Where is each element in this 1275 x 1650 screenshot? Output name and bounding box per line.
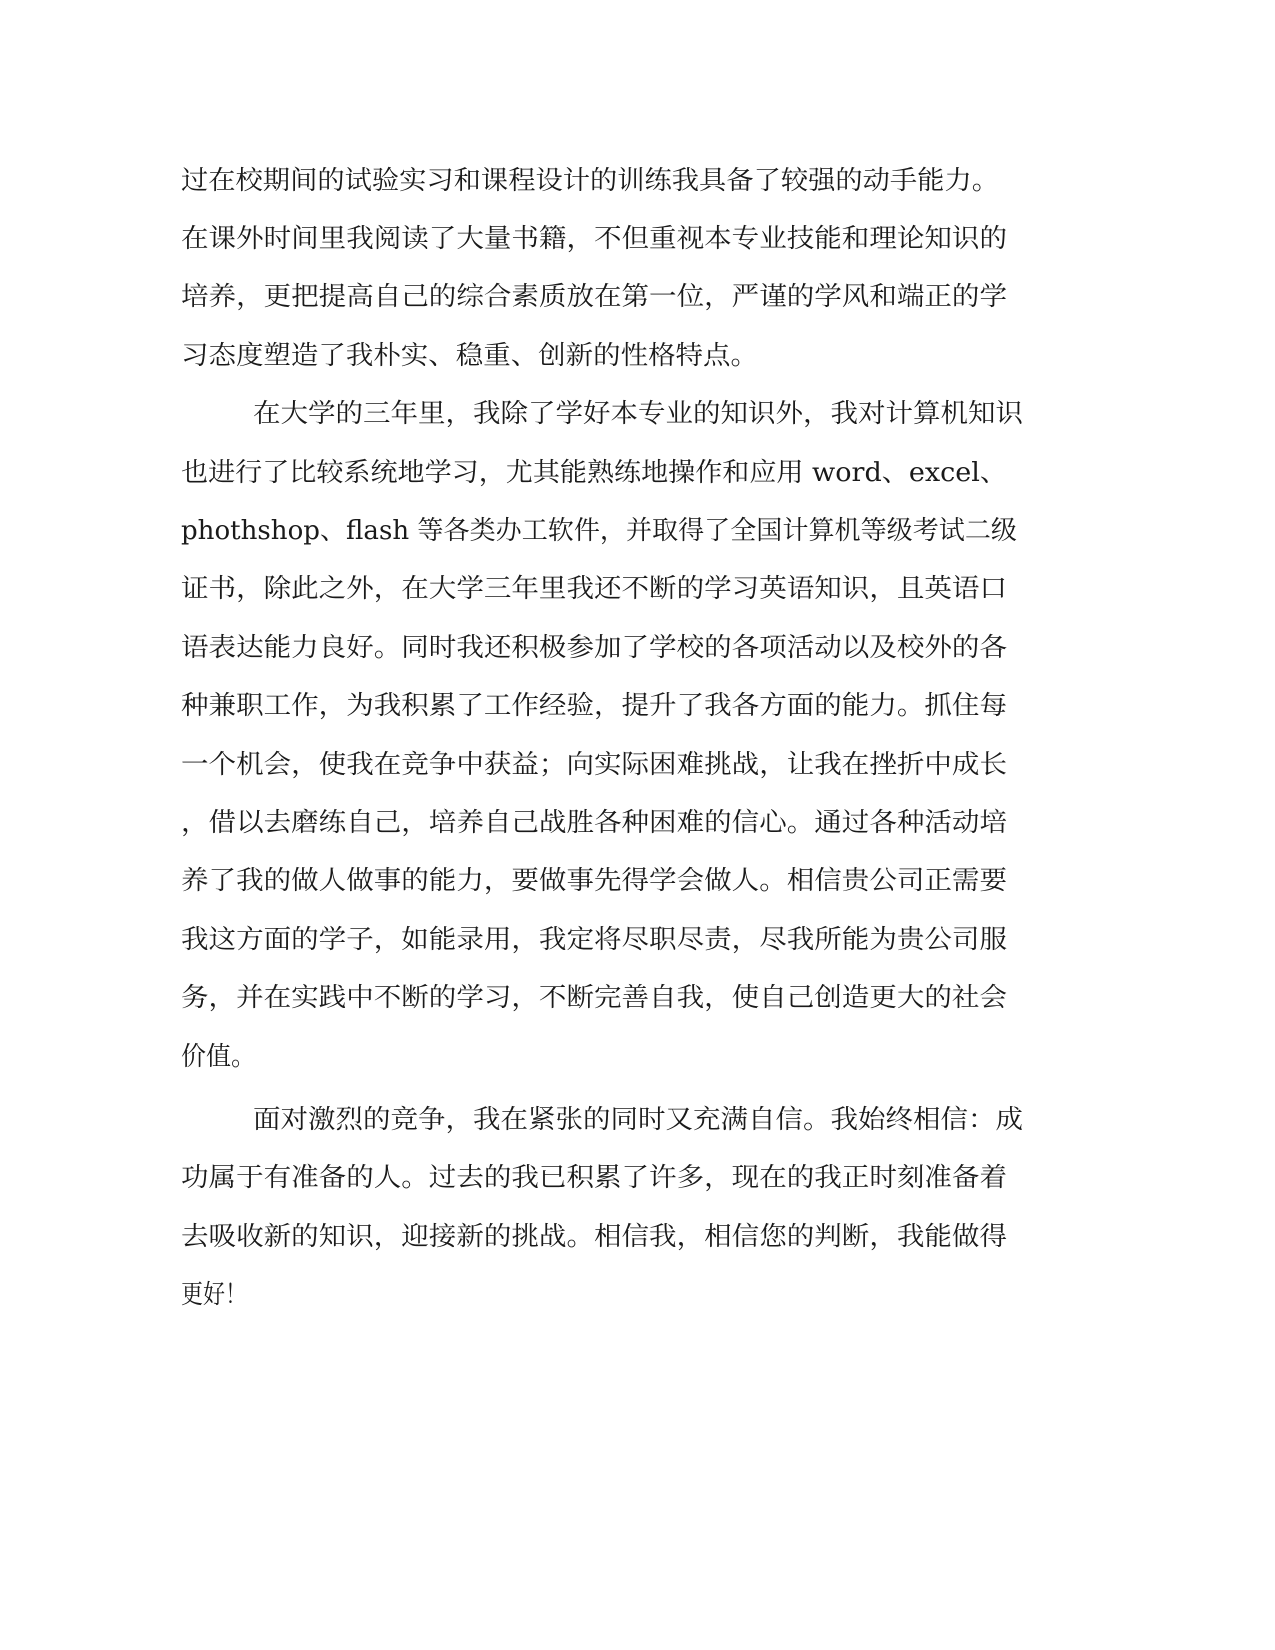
text-line (0, 1217, 1275, 1257)
text-line (0, 511, 1275, 551)
text-line (0, 745, 1275, 785)
line-text: 语表达能力良好。同时我还积极参加了学校的各项活动以及校外的各 (181, 633, 1007, 663)
text-line (0, 336, 1275, 376)
text-line (0, 277, 1275, 317)
line-text: 证书，除此之外，在大学三年里我还不断的学习英语知识，且英语口 (181, 574, 1007, 604)
line-text: 在大学的三年里，我除了学好本专业的知识外，我对计算机知识 (253, 399, 1023, 429)
line-text: 面对激烈的竞争，我在紧张的同时又充满自信。我始终相信：成 (253, 1105, 1023, 1135)
line-text: 习态度塑造了我朴实、稳重、创新的性格特点。 (181, 341, 758, 371)
line-text: 培养，更把提高自己的综合素质放在第一位，严谨的学风和端正的学 (181, 282, 1007, 312)
text-line (0, 686, 1275, 726)
text-line (0, 920, 1275, 960)
text-line (0, 628, 1275, 668)
text-line (0, 1158, 1275, 1198)
line-text: 务，并在实践中不断的学习，不断完善自我，使自己创造更大的社会 (181, 983, 1007, 1013)
line-text: 我这方面的学子，如能录用，我定将尽职尽责，尽我所能为贵公司服 (181, 925, 1007, 955)
text-line (0, 394, 1275, 434)
line-text: 更好！ (181, 1280, 247, 1310)
line-text: 价值。 (181, 1042, 256, 1072)
line-text: 种兼职工作，为我积累了工作经验，提升了我各方面的能力。抓住每 (181, 691, 1007, 721)
line-text: 一个机会，使我在竞争中获益；向实际困难挑战，让我在挫折中成长 (181, 750, 1007, 780)
text-line (0, 1037, 1275, 1077)
line-text: 也进行了比较系统地学习，尤其能熟练地操作和应用 word、excel、 (181, 458, 1007, 488)
line-text: 养了我的做人做事的能力，要做事先得学会做人。相信贵公司正需要 (181, 866, 1007, 896)
text-line (0, 803, 1275, 843)
line-text: 在课外时间里我阅读了大量书籍，不但重视本专业技能和理论知识的 (181, 224, 1007, 254)
text-line (0, 569, 1275, 609)
text-line (0, 1100, 1275, 1140)
text-line (0, 1275, 1275, 1315)
text-line (0, 978, 1275, 1018)
line-text: phothshop、flash 等各类办工软件，并取得了全国计算机等级考试二级 (181, 516, 1017, 546)
text-line (0, 161, 1275, 201)
text-line (0, 453, 1275, 493)
line-text: ，借以去磨练自己，培养自己战胜各种困难的信心。通过各种活动培 (181, 808, 1007, 838)
text-line (0, 861, 1275, 901)
text-line (0, 219, 1275, 259)
line-text: 过在校期间的试验实习和课程设计的训练我具备了较强的动手能力。 (181, 166, 1000, 196)
line-text: 去吸收新的知识，迎接新的挑战。相信我，相信您的判断，我能做得 (181, 1222, 1007, 1252)
line-text: 功属于有准备的人。过去的我已积累了许多，现在的我正时刻准备着 (181, 1163, 1007, 1193)
